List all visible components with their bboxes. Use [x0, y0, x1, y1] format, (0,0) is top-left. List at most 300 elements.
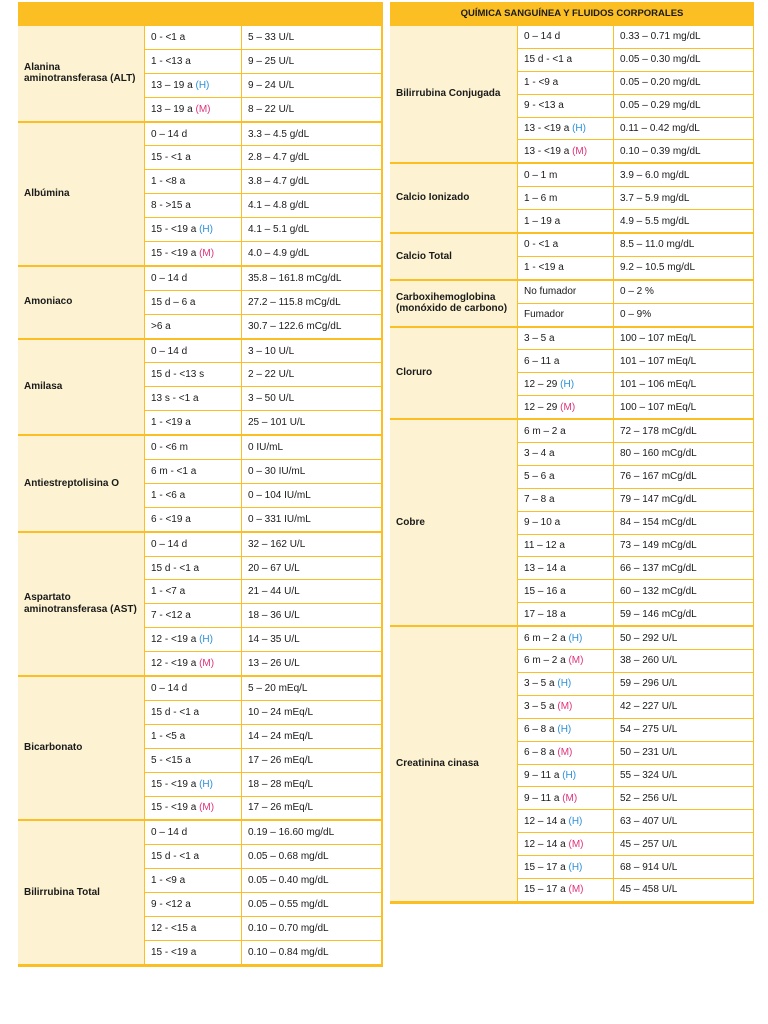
test-group	[18, 265, 383, 338]
age-range-cell	[518, 879, 613, 901]
test-name: Bicarbonato	[18, 677, 144, 819]
table-row	[517, 742, 753, 764]
age-range-text: 1 - <8 a	[151, 176, 186, 188]
reference-value-cell: 14 – 35 U/L	[242, 628, 381, 651]
test-name: Amoniaco	[18, 267, 144, 338]
table-row	[144, 340, 381, 363]
test-name: Carboxihemoglobina (monóxido de carbono)	[390, 281, 517, 326]
age-range-text: 1 - <13 a	[151, 55, 191, 67]
reference-value-cell: 72 – 178 mCg/dL	[614, 420, 753, 442]
female-tag: (M)	[557, 747, 573, 759]
age-range-cell	[518, 328, 613, 350]
reference-value-cell: 0.05 – 0.20 mg/dL	[614, 72, 753, 94]
table-row	[144, 725, 381, 748]
age-range-cell	[145, 340, 241, 363]
reference-value-cell: 18 – 28 mEq/L	[242, 773, 381, 796]
age-range-text: 1 - <7 a	[151, 586, 186, 598]
age-range-text: 3 – 5 a	[524, 678, 558, 690]
test-group	[18, 121, 383, 265]
age-range-text: 0 – 14 d	[151, 682, 188, 694]
age-range-cell	[145, 725, 241, 748]
age-range-cell	[518, 466, 613, 488]
age-range-cell	[518, 833, 613, 855]
test-group	[390, 279, 754, 326]
age-range-cell	[145, 387, 241, 410]
age-range-text: 15 d - <1 a	[151, 851, 200, 863]
age-range-cell	[145, 749, 241, 772]
age-range-cell	[518, 164, 613, 186]
table-row	[144, 508, 381, 531]
table-row	[517, 72, 753, 94]
age-range-cell	[518, 49, 613, 71]
reference-value-cell: 27.2 – 115.8 mCg/dL	[242, 291, 381, 314]
left-table-header	[18, 2, 383, 24]
age-range-cell	[518, 443, 613, 465]
age-range-cell	[518, 627, 613, 649]
age-range-text: 0 - <1 a	[524, 239, 559, 251]
reference-value-cell: 18 – 36 U/L	[242, 604, 381, 627]
reference-value-cell: 84 – 154 mCg/dL	[614, 512, 753, 534]
age-range-cell	[518, 742, 613, 764]
age-range-cell	[518, 72, 613, 94]
table-row	[144, 436, 381, 459]
age-range-cell	[518, 557, 613, 579]
age-range-text: 12 - <19 a	[151, 658, 200, 670]
age-range-text: 15 - <19 a	[151, 247, 200, 259]
reference-value-cell: 0 – 104 IU/mL	[242, 484, 381, 507]
male-tag: (H)	[568, 632, 583, 644]
age-range-text: 0 - <1 a	[151, 31, 186, 43]
reference-value-cell: 9 – 25 U/L	[242, 50, 381, 73]
right-reference-table	[390, 2, 754, 904]
age-range-cell	[145, 628, 241, 651]
reference-value-cell: 45 – 257 U/L	[614, 833, 753, 855]
test-name: Creatinina cinasa	[390, 627, 517, 901]
test-group	[390, 162, 754, 232]
reference-value-cell: 0.05 – 0.68 mg/dL	[242, 845, 381, 868]
age-range-cell	[145, 821, 241, 844]
table-row	[144, 194, 381, 217]
table-row	[144, 26, 381, 49]
female-tag: (M)	[568, 884, 584, 896]
female-tag: (M)	[560, 401, 576, 413]
table-row	[517, 512, 753, 534]
reference-value-cell: 3 – 50 U/L	[242, 387, 381, 410]
table-row	[144, 557, 381, 580]
age-range-text: 15 - <19 a	[151, 946, 197, 958]
table-row	[517, 26, 753, 48]
table-row	[144, 291, 381, 314]
age-range-cell	[145, 484, 241, 507]
table-row	[144, 749, 381, 772]
reference-value-cell: 25 – 101 U/L	[242, 411, 381, 434]
male-tag: (H)	[562, 769, 577, 781]
female-tag: (M)	[199, 802, 215, 814]
reference-value-cell: 0 – 331 IU/mL	[242, 508, 381, 531]
table-row	[517, 373, 753, 395]
male-tag: (H)	[557, 724, 572, 736]
reference-value-cell: 0.10 – 0.70 mg/dL	[242, 917, 381, 940]
table-row	[517, 696, 753, 718]
table-row	[517, 673, 753, 695]
test-name: Bilirrubina Conjugada	[390, 26, 517, 162]
test-group	[18, 819, 383, 963]
age-range-cell	[518, 187, 613, 209]
age-range-text: Fumador	[524, 309, 565, 321]
table-row	[517, 281, 753, 303]
age-range-cell	[518, 420, 613, 442]
table-row	[144, 170, 381, 193]
reference-value-cell: 55 – 324 U/L	[614, 765, 753, 787]
reference-value-cell: 101 – 107 mEq/L	[614, 350, 753, 372]
female-tag: (M)	[562, 792, 578, 804]
age-range-cell	[145, 50, 241, 73]
age-range-text: 15 – 17 a	[524, 861, 569, 873]
table-row	[144, 797, 381, 820]
age-range-text: 9 – 11 a	[524, 792, 563, 804]
table-row	[517, 535, 753, 557]
female-tag: (M)	[195, 103, 211, 115]
test-group	[390, 418, 754, 625]
age-range-text: 6 m - <1 a	[151, 465, 197, 477]
test-group	[390, 24, 754, 162]
table-row	[144, 845, 381, 868]
age-range-text: 8 - >15 a	[151, 200, 191, 212]
age-range-cell	[145, 123, 241, 146]
age-range-cell	[145, 557, 241, 580]
table-row	[144, 460, 381, 483]
age-range-cell	[145, 773, 241, 796]
table-row	[517, 164, 753, 186]
reference-value-cell: 21 – 44 U/L	[242, 580, 381, 603]
age-range-cell	[145, 893, 241, 916]
test-name: Alanina aminotransferasa (ALT)	[18, 26, 144, 121]
age-range-text: 13 s - <1 a	[151, 393, 199, 405]
age-range-text: 3 – 4 a	[524, 448, 555, 460]
reference-value-cell: 42 – 227 U/L	[614, 696, 753, 718]
age-range-text: 1 – 6 m	[524, 192, 558, 204]
test-name: Albúmina	[18, 123, 144, 265]
age-range-cell	[145, 267, 241, 290]
age-range-text: 12 – 29	[524, 401, 561, 413]
age-range-cell	[518, 856, 613, 878]
table-row	[144, 50, 381, 73]
male-tag: (H)	[199, 224, 213, 236]
age-range-cell	[518, 535, 613, 557]
table-row	[517, 396, 753, 418]
age-range-text: 15 - <1 a	[151, 152, 191, 164]
table-row	[517, 420, 753, 442]
table-row	[144, 580, 381, 603]
age-range-text: 15 d - <1 a	[151, 562, 200, 574]
table-row	[144, 533, 381, 556]
age-range-text: 12 - <19 a	[151, 634, 200, 646]
table-row	[144, 893, 381, 916]
reference-value-cell: 4.1 – 5.1 g/dL	[242, 218, 381, 241]
table-row	[517, 879, 753, 901]
reference-value-cell: 20 – 67 U/L	[242, 557, 381, 580]
male-tag: (H)	[568, 861, 583, 873]
age-range-cell	[145, 917, 241, 940]
table-row	[517, 257, 753, 279]
reference-value-cell: 3 – 10 U/L	[242, 340, 381, 363]
test-name: Calcio Ionizado	[390, 164, 517, 232]
reference-value-cell: 4.9 – 5.5 mg/dL	[614, 210, 753, 232]
test-group	[18, 434, 383, 531]
right-table-body	[390, 24, 754, 901]
reference-value-cell: 52 – 256 U/L	[614, 787, 753, 809]
reference-value-cell: 66 – 137 mCg/dL	[614, 557, 753, 579]
table-row	[517, 765, 753, 787]
age-range-text: 1 - <9 a	[151, 875, 186, 887]
right-table-bottom-border	[390, 901, 754, 904]
age-range-cell	[518, 765, 613, 787]
reference-value-cell: 101 – 106 mEq/L	[614, 373, 753, 395]
age-range-text: 12 – 29	[524, 378, 561, 390]
test-name: Cobre	[390, 420, 517, 625]
age-range-text: 13 – 19 a	[151, 79, 196, 91]
test-group	[18, 675, 383, 819]
age-range-cell	[145, 363, 241, 386]
reference-value-cell: 9 – 24 U/L	[242, 74, 381, 97]
age-range-text: 13 - <19 a	[524, 123, 573, 134]
male-tag: (H)	[560, 378, 575, 390]
table-row	[517, 810, 753, 832]
left-reference-table	[18, 2, 383, 967]
age-range-text: 6 - <19 a	[151, 513, 191, 525]
age-range-cell	[518, 603, 613, 625]
age-range-cell	[145, 652, 241, 675]
table-row	[144, 652, 381, 675]
age-range-cell	[518, 234, 613, 256]
age-range-cell	[518, 673, 613, 695]
age-range-text: 3 – 5 a	[524, 701, 558, 713]
age-range-text: 0 – 14 d	[151, 827, 188, 839]
female-tag: (M)	[199, 658, 215, 670]
age-range-cell	[145, 242, 241, 265]
age-range-text: 15 d - <1 a	[151, 706, 200, 718]
age-range-cell	[518, 650, 613, 672]
reference-value-cell: 100 – 107 mEq/L	[614, 396, 753, 418]
reference-value-cell: 14 – 24 mEq/L	[242, 725, 381, 748]
table-row	[144, 484, 381, 507]
reference-value-cell: 0.05 – 0.55 mg/dL	[242, 893, 381, 916]
reference-value-cell: 59 – 296 U/L	[614, 673, 753, 695]
table-row	[144, 315, 381, 338]
age-range-text: 0 – 1 m	[524, 169, 558, 181]
age-range-text: >6 a	[151, 320, 171, 332]
age-range-cell	[145, 845, 241, 868]
table-row	[517, 719, 753, 741]
reference-value-cell: 0.10 – 0.39 mg/dL	[614, 140, 753, 162]
left-table-body	[18, 24, 383, 964]
reference-value-cell: 73 – 149 mCg/dL	[614, 535, 753, 557]
test-name: Aspartato aminotransferasa (AST)	[18, 533, 144, 675]
table-row	[517, 118, 753, 140]
age-range-text: 6 – 8 a	[524, 724, 558, 736]
reference-value-cell: 8.5 – 11.0 mg/dL	[614, 234, 753, 256]
age-range-text: 13 – 19 a	[151, 103, 196, 115]
age-range-cell	[145, 797, 241, 820]
age-range-cell	[145, 218, 241, 241]
reference-value-cell: 3.8 – 4.7 g/dL	[242, 170, 381, 193]
table-row	[144, 917, 381, 940]
female-tag: (M)	[199, 247, 215, 259]
table-row	[144, 677, 381, 700]
reference-value-cell: 13 – 26 U/L	[242, 652, 381, 675]
age-range-cell	[145, 291, 241, 314]
age-range-text: 1 - <6 a	[151, 489, 186, 501]
age-range-text: 17 – 18 a	[524, 608, 566, 620]
table-row	[144, 411, 381, 434]
age-range-cell	[518, 95, 613, 117]
age-range-text: 1 - <19 a	[151, 417, 191, 429]
table-row	[517, 627, 753, 649]
age-range-text: 1 - <19 a	[524, 262, 564, 274]
age-range-text: 1 - <5 a	[151, 730, 186, 742]
age-range-cell	[145, 580, 241, 603]
table-row	[144, 74, 381, 97]
table-row	[144, 242, 381, 265]
male-tag: (H)	[199, 634, 213, 646]
table-row	[517, 95, 753, 117]
table-row	[144, 701, 381, 724]
age-range-cell	[518, 350, 613, 372]
table-row	[517, 856, 753, 878]
table-row	[144, 267, 381, 290]
age-range-cell	[145, 194, 241, 217]
reference-value-cell: 63 – 407 U/L	[614, 810, 753, 832]
male-tag: (H)	[572, 123, 586, 134]
table-row	[517, 49, 753, 71]
table-row	[144, 628, 381, 651]
age-range-text: 9 – 11 a	[524, 769, 563, 781]
age-range-text: 13 – 14 a	[524, 562, 566, 574]
male-tag: (H)	[568, 815, 583, 827]
table-row	[517, 603, 753, 625]
table-row	[144, 821, 381, 844]
table-row	[517, 304, 753, 326]
age-range-cell	[518, 26, 613, 48]
age-range-cell	[145, 146, 241, 169]
female-tag: (M)	[568, 655, 584, 667]
age-range-cell	[145, 677, 241, 700]
male-tag: (H)	[199, 778, 213, 790]
reference-value-cell: 0 IU/mL	[242, 436, 381, 459]
table-row	[517, 580, 753, 602]
reference-value-cell: 0.11 – 0.42 mg/dL	[614, 118, 753, 140]
reference-value-cell: 10 – 24 mEq/L	[242, 701, 381, 724]
table-row	[517, 234, 753, 256]
reference-value-cell: 38 – 260 U/L	[614, 650, 753, 672]
age-range-cell	[145, 941, 241, 964]
age-range-cell	[145, 170, 241, 193]
age-range-text: 15 d – 6 a	[151, 296, 196, 308]
reference-value-cell: 0 – 30 IU/mL	[242, 460, 381, 483]
age-range-text: 15 – 16 a	[524, 585, 566, 597]
age-range-text: 9 - <12 a	[151, 899, 191, 910]
age-range-cell	[518, 489, 613, 511]
table-row	[144, 363, 381, 386]
age-range-text: 0 – 14 d	[151, 272, 188, 284]
table-row	[517, 557, 753, 579]
age-range-text: 0 – 14 d	[151, 128, 188, 140]
table-row	[144, 773, 381, 796]
age-range-cell	[145, 74, 241, 97]
male-tag: (H)	[195, 79, 210, 91]
age-range-cell	[518, 140, 613, 162]
male-tag: (H)	[557, 678, 572, 690]
age-range-text: 12 – 14 a	[524, 838, 569, 850]
age-range-cell	[518, 118, 613, 140]
reference-value-cell: 0.05 – 0.30 mg/dL	[614, 49, 753, 71]
reference-value-cell: 3.7 – 5.9 mg/dL	[614, 187, 753, 209]
test-group	[390, 625, 754, 901]
table-row	[144, 604, 381, 627]
age-range-cell	[518, 719, 613, 741]
age-range-text: 7 - <12 a	[151, 610, 191, 622]
reference-value-cell: 0 – 2 %	[614, 281, 753, 303]
reference-value-cell: 0.05 – 0.40 mg/dL	[242, 869, 381, 892]
reference-value-cell: 60 – 132 mCg/dL	[614, 580, 753, 602]
age-range-cell	[518, 787, 613, 809]
age-range-text: 0 - <6 m	[151, 442, 188, 454]
age-range-cell	[518, 210, 613, 232]
age-range-text: 0 – 14 d	[151, 538, 188, 550]
reference-value-cell: 50 – 231 U/L	[614, 742, 753, 764]
table-row	[144, 869, 381, 892]
reference-value-cell: 5 – 20 mEq/L	[242, 677, 381, 700]
age-range-text: 9 - <13 a	[524, 100, 564, 112]
table-row	[517, 466, 753, 488]
age-range-cell	[145, 315, 241, 338]
table-row	[517, 489, 753, 511]
age-range-cell	[145, 26, 241, 49]
reference-value-cell: 76 – 167 mCg/dL	[614, 466, 753, 488]
age-range-text: 11 – 12 a	[524, 540, 565, 552]
reference-value-cell: 30.7 – 122.6 mCg/dL	[242, 315, 381, 338]
age-range-text: 0 – 14 d	[151, 345, 188, 357]
reference-value-cell: 54 – 275 U/L	[614, 719, 753, 741]
test-name: Calcio Total	[390, 234, 517, 279]
reference-value-cell: 79 – 147 mCg/dL	[614, 489, 753, 511]
age-range-text: 0 – 14 d	[524, 31, 561, 43]
reference-value-cell: 5 – 33 U/L	[242, 26, 381, 49]
reference-value-cell: 59 – 146 mCg/dL	[614, 603, 753, 625]
age-range-text: 9 – 10 a	[524, 517, 561, 529]
age-range-cell	[518, 373, 613, 395]
age-range-text: 13 - <19 a	[524, 145, 573, 157]
reference-value-cell: 2.8 – 4.7 g/dL	[242, 146, 381, 169]
age-range-text: 15 – 17 a	[524, 884, 569, 896]
table-row	[517, 787, 753, 809]
table-row	[517, 210, 753, 232]
test-group	[390, 232, 754, 279]
table-row	[144, 146, 381, 169]
female-tag: (M)	[568, 838, 584, 850]
left-table-bottom-border	[18, 964, 383, 967]
age-range-text: 12 - <15 a	[151, 922, 197, 934]
right-table-header: QUÍMICA SANGUÍNEA Y FLUIDOS CORPORALES	[390, 2, 754, 24]
reference-value-cell: 0.19 – 16.60 mg/dL	[242, 821, 381, 844]
age-range-cell	[518, 281, 613, 303]
age-range-text: 15 - <19 a	[151, 802, 200, 814]
reference-value-cell: 0 – 9%	[614, 304, 753, 326]
age-range-cell	[145, 436, 241, 459]
age-range-text: 5 - <15 a	[151, 754, 191, 766]
female-tag: (M)	[557, 701, 573, 713]
age-range-cell	[145, 98, 241, 121]
